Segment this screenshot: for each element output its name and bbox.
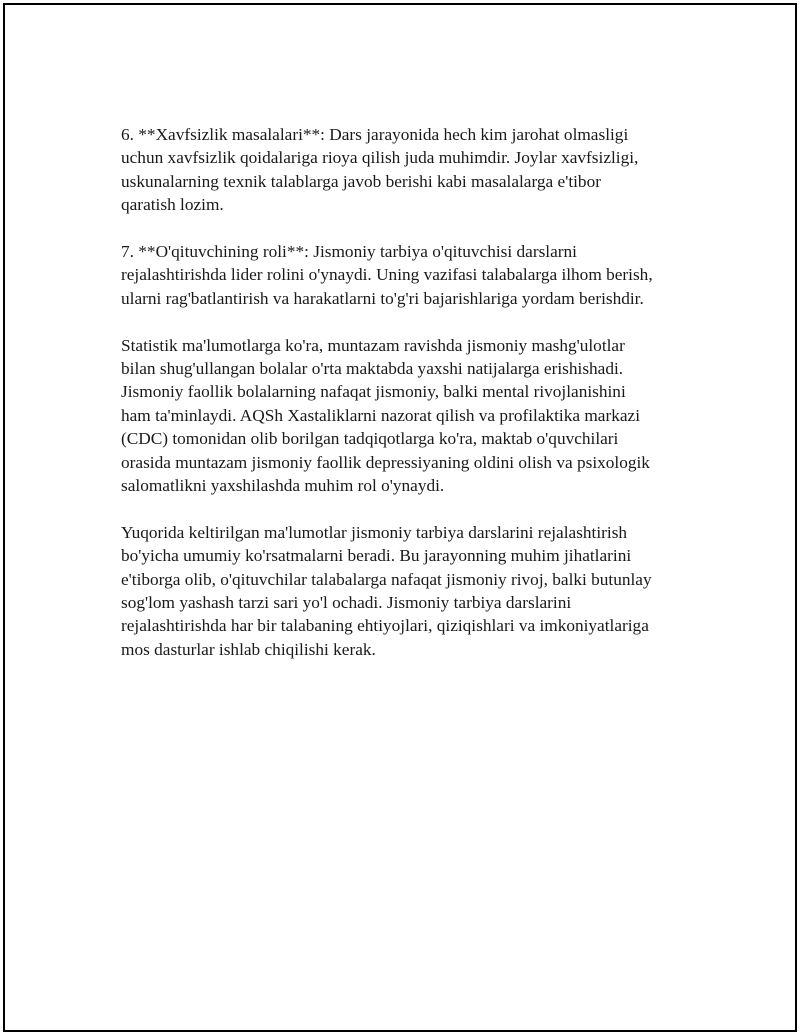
page-border (3, 3, 797, 1032)
text-line: Jismoniy faollik bolalarning nafaqat jismoniy, balki mental rivojlanishini (121, 382, 626, 402)
document-body (121, 123, 695, 685)
text-line: 6. **Xavfsizlik masalalari**: Dars jarayonida hech kim jarohat olmasligi (121, 125, 629, 144)
text-line: Yuqorida keltirilgan ma'lumotlar jismoniy tarbiya darslarini rejalashtirish (121, 522, 628, 542)
paragraph-safety (121, 123, 695, 217)
text-line: salomatlikni yaxshilashda muhim rol o'ynaydi. (121, 476, 445, 496)
paragraph-statistics (121, 334, 695, 498)
text-line: Statistik ma'lumotlarga ko'ra, muntazam ravishda jismoniy mashg'ulotlar (121, 335, 625, 355)
text-line: rejalashtirishda har bir talabaning ehtiyojlari, qiziqishlari va imkoniyatlariga (121, 616, 649, 636)
text-line: bilan shug'ullangan bolalar o'rta maktabda yaxshi natijalarga erishishadi. (121, 359, 624, 379)
text-line: rejalashtirishda lider rolini o'ynaydi. Uning vazifasi talabalarga ilhom berish, (121, 265, 653, 285)
paragraph-teacher-role (121, 240, 695, 310)
text-line: ularni rag'batlantirish va harakatlarni to'g'ri bajarishlariga yordam berishdir. (121, 288, 644, 308)
text-line: orasida muntazam jismoniy faollik depressiyaning oldini olish va psixologik (121, 452, 650, 472)
text-line: uskunalarning texnik talablarga javob berishi kabi masalalarga e'tibor (121, 171, 601, 191)
text-line: mos dasturlar ishlab chiqilishi kerak. (121, 639, 376, 659)
text-line: e'tiborga olib, o'qituvchilar talabalarga nafaqat jismoniy rivoj, balki butunlay (121, 569, 652, 589)
paragraph-conclusion (121, 521, 695, 661)
text-line: ham ta'minlaydi. AQSh Xastaliklarni nazorat qilish va profilaktika markazi (121, 405, 641, 425)
text-line: sog'lom yashash tarzi sari yo'l ochadi. Jismoniy tarbiya darslarini (121, 593, 572, 613)
text-line: bo'yicha umumiy ko'rsatmalarni beradi. Bu jarayonning muhim jihatlarini (121, 546, 632, 566)
text-line: 7. **O'qituvchining roli**: Jismoniy tarbiya o'qituvchisi darslarni (121, 242, 577, 262)
text-line: uchun xavfsizlik qoidalariga rioya qilish juda muhimdir. Joylar xavfsizligi, (121, 148, 639, 168)
text-line: (CDC) tomonidan olib borilgan tadqiqotlarga ko'ra, maktab o'quvchilari (121, 429, 619, 449)
text-line: qaratish lozim. (121, 195, 224, 215)
